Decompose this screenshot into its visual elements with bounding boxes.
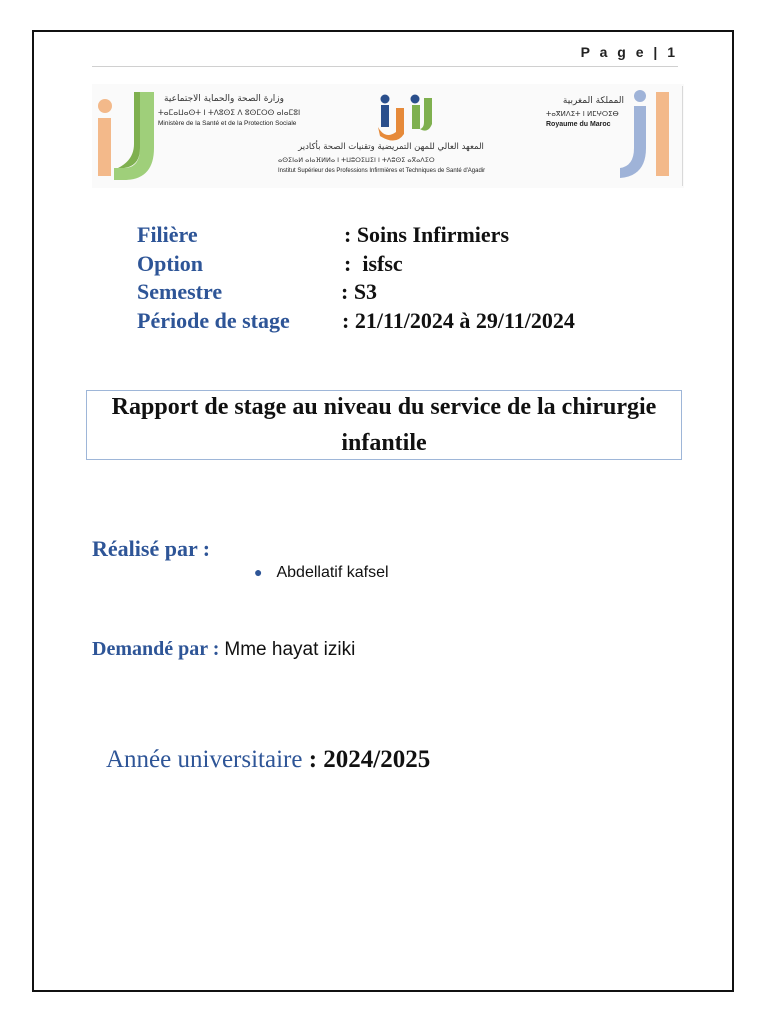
institute-arabic: المعهد العالي للمهن التمريضية وتقنيات الصحة بأكادير xyxy=(298,142,484,152)
demande-par-label: Demandé par : xyxy=(92,638,225,660)
kingdom-tifinagh: ⵜⴰⴳⵍⴷⵉⵜ ⵏ ⵍⵎⵖⵔⵉⴱ xyxy=(546,110,619,118)
bullet-icon: ● xyxy=(254,564,263,580)
semestre-label: Semestre xyxy=(137,279,223,304)
academic-year-value: : 2024/2025 xyxy=(302,746,431,773)
academic-year-label: Année universitaire xyxy=(106,746,303,773)
isfsc-logo-icon xyxy=(374,94,436,142)
demande-par-value: Mme hayat iziki xyxy=(224,639,356,660)
author-name: Abdellatif kafsel xyxy=(276,564,389,581)
author-list-item xyxy=(254,564,389,582)
banner-divider xyxy=(682,86,683,186)
page-number: P a g e | 1 xyxy=(580,44,678,60)
realise-par-label: Réalisé par : xyxy=(92,536,211,561)
ministry-tifinagh: ⵜⴰⵎⴰⵡⴰⵙⵜ ⵏ ⵜⴷⵓⵙⵉ ⴷ ⵓⵙⵎⵔⵙ ⴰⵏⴰⵎⵓⵏ xyxy=(158,108,301,117)
report-title: Rapport de stage au niveau du service de la chirurgie infantile xyxy=(111,394,657,456)
institute-tifinagh: ⴰⵙⵉⵏⴰⵍ ⴰⵏⴰⴼⵍⵍⴰ ⵏ ⵜⵡⵓⵔⵉⵡⵉⵏ ⵏ ⵜⴷⵓⵙⵉ ⴰⴳⴰⴷⵉⵔ xyxy=(278,156,435,164)
semestre-value: : S3 xyxy=(341,279,378,304)
institute-french: Institut Supérieur des Professions Infirmières et Techniques de Santé d'Agadir xyxy=(278,168,486,174)
report-title-box xyxy=(86,390,682,460)
option-label: Option xyxy=(137,250,204,276)
ij-logo-right-icon xyxy=(616,86,678,182)
kingdom-french: Royaume du Maroc xyxy=(546,121,611,128)
ministry-arabic: وزارة الصحة والحماية الاجتماعية xyxy=(164,94,284,104)
option-value: : isfsc xyxy=(344,250,403,276)
ministry-french: Ministère de la Santé et de la Protection Sociale xyxy=(158,120,297,127)
kingdom-arabic: المملكة المغربية xyxy=(562,96,624,106)
filiere-value: : Soins Infirmiers xyxy=(344,222,509,247)
demande-par xyxy=(92,638,355,661)
periode-label: Période de stage xyxy=(137,307,290,333)
filiere-label: Filière xyxy=(137,222,198,247)
periode-value: : 21/11/2024 à 29/11/2024 xyxy=(342,307,575,333)
institution-banner xyxy=(92,84,684,188)
header-rule xyxy=(92,66,678,67)
academic-year xyxy=(106,746,430,774)
